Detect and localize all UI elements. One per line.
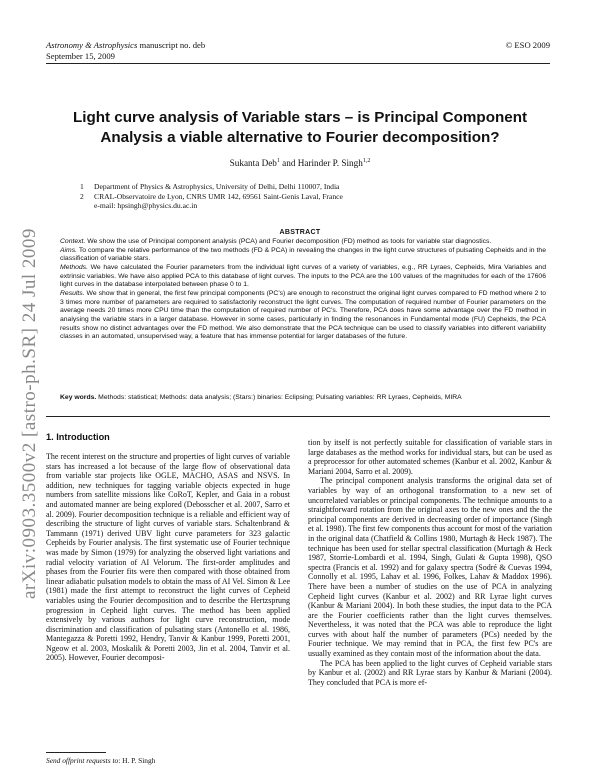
section-heading: 1. Introduction — [46, 432, 110, 442]
methods-text: We have calculated the Fourier parameters from the individual light curves of a variety of variables, e.g., RR Lyraes, Cepheids, Mira Variables and extrinsic variables. We have also applied PCA to this database of light curves. The inputs to the PCA are the 100 values of the magnitudes for each of the 17606 light curves in the database interpolated between phase 0 to 1. — [60, 264, 546, 289]
paragraph: tion by itself is not perfectly suitable for classification of variable stars in large databases as the method works for individual stars, but can be used as a preprocessor for other automated schemes (Kanbur et al. 2002, Kanbur & Mariani 2004, Sarro et al. 2009). — [308, 438, 552, 476]
paragraph: The PCA has been applied to the light curves of Cepheid variable stars by Kanbur et al. (2002) and RR Lyrae stars by Kanbur & Mariani (2004). They concluded that PCA is more ef- — [308, 658, 552, 687]
copyright: © ESO 2009 — [505, 40, 550, 50]
arxiv-stamp: arXiv:0903.3500v2 [astro-ph.SR] 24 Jul 2009 — [19, 228, 40, 599]
abstract-rule — [46, 416, 550, 417]
header-rule — [46, 63, 550, 64]
aims-text: To compare the relative performance of the two methods (FD & PCA) in revealing the changes in the light curve structures of pulsating Cepheids and in the classification of variable stars. — [60, 246, 546, 263]
footnote-label: Send offprint requests to — [46, 756, 119, 765]
right-column — [308, 438, 552, 687]
abstract-heading: ABSTRACT — [279, 229, 321, 236]
author-conj: and — [279, 158, 298, 169]
results-label: Results. — [60, 290, 85, 298]
footnote-name: : H. P. Singh — [118, 756, 156, 765]
running-header — [46, 40, 205, 62]
abstract-aims — [60, 247, 546, 264]
results-text: We show that in general, the first few principal components (PC's) are enough to reconstruct the original light curves compared to FD method where 2 to 3 times more number of parameters are required to satisfactorily reconstruct the light curves. The computation of required number of Fourier parameters on the average needs 20 times more CPU time than the computation of required number of PC's. Therefore, PCA does have some advantage over the FD method in analysing the variable stars in a larger database. However in some cases, particularly in finding the resonances in Fundamental mode (FU) Cepheids, the PCA results show no distinct advantages over the FD method. We also demonstrate that the PCA technique can be used to classify variables into different variability classes in an automated, unsupervised way, a feature that has immense potential for larger databases of the future. — [60, 290, 546, 341]
title-line-1: Light curve analysis of Variable stars – is Principal Component — [72, 109, 528, 126]
affiliation-email — [80, 201, 343, 211]
paragraph: The principal component analysis transforms the original data set of variables by way of an orthogonal transformation to a new set of uncorrelated variables or principal components. The technique amounts to a straightforward rotation from the original axes to the new ones and the the principal components are derived in decreasing order of importance (Singh et al. 1998). The first few components thus account for most of the variation in the original data (Chatfield & Collins 1980, Murtagh & Heck 1987). The technique has been used for stellar spectral classification (Murtagh & Heck 1987, Storrie-Lombardi et al. 1994, Singh, Gulati & Gupta 1998), QSO spectra (Francis et al. 1992) and for galaxy spectra (Sodré & Cuevas 1994, Connolly et al. 1995, Lahav et al. 1996, Folkes, Lahav & Maddox 1996). There have been a number of studies on the use of PCA in analyzing Cepheid light curves (Kanbur et al. 2002) and RR Lyrae light curves (Kanbur & Mariani 2004). In both these studies, the input data to the PCA are the Fourier coefficients rather than the light curves themselves. Nevertheless, it was noted that the PCA was able to reproduce the light curves with about half the number of parameters (PCs) needed by the Fourier technique. We may remind that in PCA, the first few PC's are usually examined as they contain most of the information about the data. — [308, 476, 553, 659]
paragraph: The recent interest on the structure and properties of light curves of variable stars has increased a lot because of the large flow of observational data from variable star projects like OGLE, MACHO, ASAS and NSVS. In addition, new techniques for tagging variable objects expected in huge numbers from satellite missions like CoRoT, Kepler, and Gaia in a robust and automated manner are being explored (Debosscher et al. 2007, Sarro et al. 2009). Fourier decomposition technique is a reliable and efficient way of describing the structure of light curves of variable stars. Schaltenbrand & Tammann (1971) derived UBV light curve parameters for 323 galactic Cepheids by Fourier analysis. The first systematic use of Fourier technique was made by Simon (1979) for analyzing the observed light variations and radial velocity variation of AI Velorum. The first-order amplitudes and phases from the Fourier fits were then compared with those obtained from linear adiabatic pulsation models to obtain the mass of AI Vel. Simon & Lee (1981) made the first attempt to reconstruct the light curves of Cepheid variables using the Fourier decomposition and to describe the Hertzsprung progression in Cepheid light curves. The method has been applied extensively by various authors for light curve reconstruction, mode discrimination and classification of pulsating stars (Antonello et al. 1986, Mantegazza & Poretti 1992, Hendry, Tanvir & Kanbur 1999, Poretti 2001, Ngeow et al. 2003, Moskalik & Poretti 2003, Jin et al. 2004, Tanvir et al. 2005). However, Fourier decomposi- — [46, 452, 290, 663]
author-2: Harinder P. Singh — [297, 158, 363, 169]
author-1: Sukanta Deb — [229, 158, 277, 169]
header-date: September 15, 2009 — [46, 51, 115, 61]
left-column — [46, 452, 290, 663]
title-line-2: Analysis a viable alternative to Fourier decomposition? — [100, 129, 500, 146]
context-label: Context. — [60, 238, 86, 245]
paper-title — [60, 108, 540, 148]
keywords-text: Methods: statistical; Methods: data analysis; (Stars:) binaries: Eclipsing; Pulsating variables: RR Lyraes, Cepheids, MIRA — [96, 394, 462, 401]
affiliation-text: Department of Physics & Astrophysics, University of Delhi, Delhi 110007, India — [94, 182, 340, 191]
author-1-affil: 1 — [276, 158, 280, 164]
abstract-methods — [60, 264, 546, 290]
abstract-context — [60, 238, 546, 247]
footnote — [46, 756, 155, 765]
author-2-affil: 1,2 — [362, 158, 371, 164]
abstract-results — [60, 290, 546, 342]
author-list — [60, 158, 540, 168]
affiliation-num: 1 — [80, 182, 84, 191]
keywords-label: Key words. — [60, 394, 97, 401]
affiliation-text: CRAL-Observatoire de Lyon, CNRS UMR 142, 69561 Saint-Genis Laval, France — [94, 191, 343, 201]
affiliation-1 — [80, 182, 343, 192]
journal-name: Astronomy & Astrophysics — [46, 40, 138, 50]
affiliation-2 — [80, 192, 343, 202]
methods-label: Methods. — [60, 264, 88, 272]
keywords — [60, 394, 546, 403]
abstract — [60, 238, 546, 342]
email-address: e-mail: hpsingh@physics.du.ac.in — [94, 201, 198, 211]
footnote-rule — [46, 752, 106, 753]
affiliation-num: 2 — [80, 191, 84, 201]
manuscript-id: manuscript no. deb — [139, 40, 206, 50]
context-text: We show the use of Principal component analysis (PCA) and Fourier decomposition (FD) method as tools for variable star diagnostics. — [85, 238, 492, 245]
aims-label: Aims. — [60, 246, 77, 254]
affiliations — [80, 182, 343, 211]
affiliation-num — [80, 201, 94, 211]
